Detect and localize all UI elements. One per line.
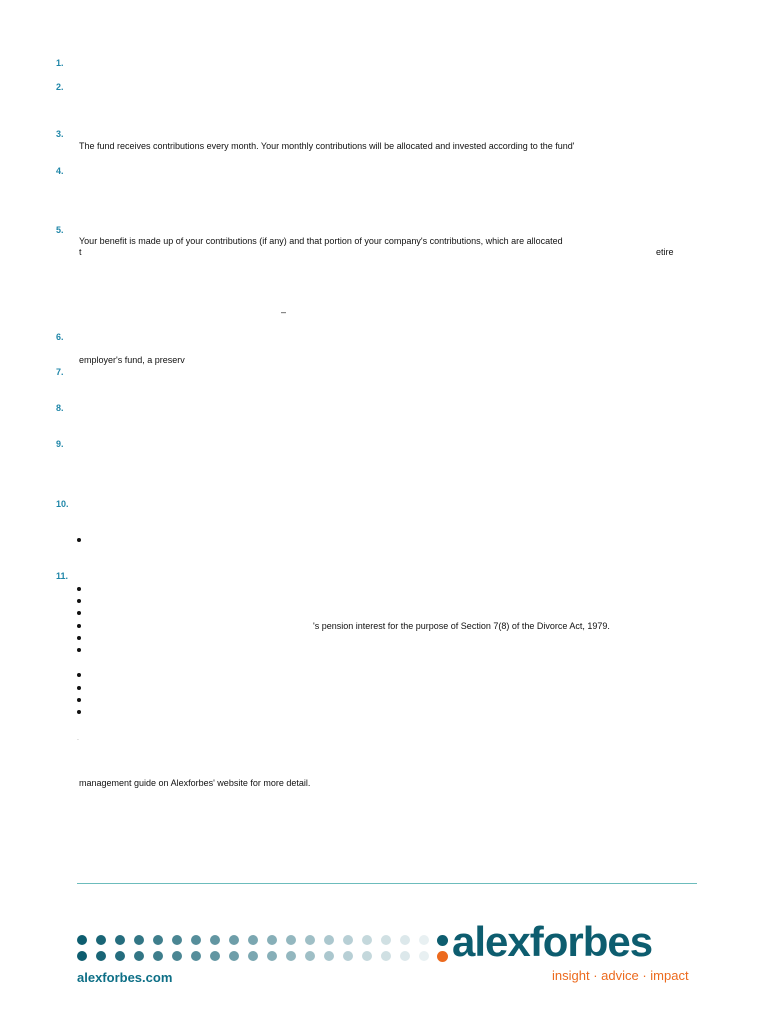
section-number-3: 3. xyxy=(56,129,64,139)
footer-dot xyxy=(343,935,353,945)
logo-tagline: insight · advice · impact xyxy=(552,968,689,983)
footer-dot xyxy=(134,951,144,961)
footer-dot xyxy=(324,935,334,945)
paragraph-benefit-fragment-end: etire xyxy=(656,247,674,257)
section-number-10: 10. xyxy=(56,499,69,509)
footer-dot xyxy=(343,951,353,961)
footer-dot xyxy=(115,951,125,961)
footer-dot xyxy=(267,951,277,961)
footer-dot xyxy=(115,935,125,945)
footer-dot xyxy=(248,951,258,961)
footer-dot xyxy=(77,935,87,945)
footer-dot xyxy=(381,951,391,961)
footer-dot xyxy=(419,951,429,961)
footer-dot xyxy=(267,935,277,945)
footer-dot xyxy=(172,935,182,945)
paragraph-divorce-act: 's pension interest for the purpose of Section 7(8) of the Divorce Act, 1979. xyxy=(313,621,610,631)
footer-dot xyxy=(96,951,106,961)
paragraph-preservation: employer's fund, a preserv xyxy=(79,355,185,365)
section-number-9: 9. xyxy=(56,439,64,449)
bullet-point xyxy=(77,710,81,714)
small-dot-mark: . xyxy=(77,735,79,742)
footer-dot xyxy=(191,951,201,961)
alexforbes-logo: alexforbes xyxy=(452,918,653,965)
bullet-point xyxy=(77,673,81,677)
footer-dot xyxy=(191,935,201,945)
footer-dot xyxy=(362,951,372,961)
footer-dot xyxy=(153,935,163,945)
bullet-point xyxy=(77,698,81,702)
bullet-point xyxy=(77,538,81,542)
footer-dot xyxy=(134,935,144,945)
footer-dot xyxy=(381,935,391,945)
section-number-2: 2. xyxy=(56,82,64,92)
footer-dot xyxy=(210,951,220,961)
section-number-5: 5. xyxy=(56,225,64,235)
footer-dot xyxy=(362,935,372,945)
footer-website: alexforbes.com xyxy=(77,970,173,985)
bullet-point xyxy=(77,648,81,652)
footer-dot xyxy=(96,935,106,945)
bullet-point xyxy=(77,624,81,628)
footer-dot xyxy=(172,951,182,961)
footer-dot xyxy=(400,951,410,961)
dash-fragment: – xyxy=(281,307,287,317)
footer-dot xyxy=(229,951,239,961)
paragraph-website-reference: management guide on Alexforbes' website for more detail. xyxy=(79,778,311,788)
footer-dot xyxy=(286,951,296,961)
footer-dot xyxy=(153,951,163,961)
bullet-point xyxy=(77,636,81,640)
bullet-point xyxy=(77,686,81,690)
bullet-point xyxy=(77,587,81,591)
paragraph-benefit: Your benefit is made up of your contributions (if any) and that portion of your company's contributions, which are allocated xyxy=(79,236,563,246)
footer-dot xyxy=(210,935,220,945)
section-number-6: 6. xyxy=(56,332,64,342)
section-number-7: 7. xyxy=(56,367,64,377)
footer-dot xyxy=(248,935,258,945)
paragraph-contributions: The fund receives contributions every month. Your monthly contributions will be allocated and invested according to the fund' xyxy=(79,141,575,151)
footer-dot xyxy=(305,951,315,961)
paragraph-benefit-fragment-start: t xyxy=(79,247,82,257)
footer-dot xyxy=(400,935,410,945)
bullet-point xyxy=(77,611,81,615)
footer-dot xyxy=(419,935,429,945)
bullet-point xyxy=(77,599,81,603)
section-number-4: 4. xyxy=(56,166,64,176)
footer-dot xyxy=(305,935,315,945)
footer-divider xyxy=(77,883,697,884)
footer-dot xyxy=(324,951,334,961)
section-number-1: 1. xyxy=(56,58,64,68)
footer-dot xyxy=(229,935,239,945)
section-number-8: 8. xyxy=(56,403,64,413)
section-number-11: 11. xyxy=(56,571,69,581)
footer-dot xyxy=(286,935,296,945)
footer-dot xyxy=(77,951,87,961)
